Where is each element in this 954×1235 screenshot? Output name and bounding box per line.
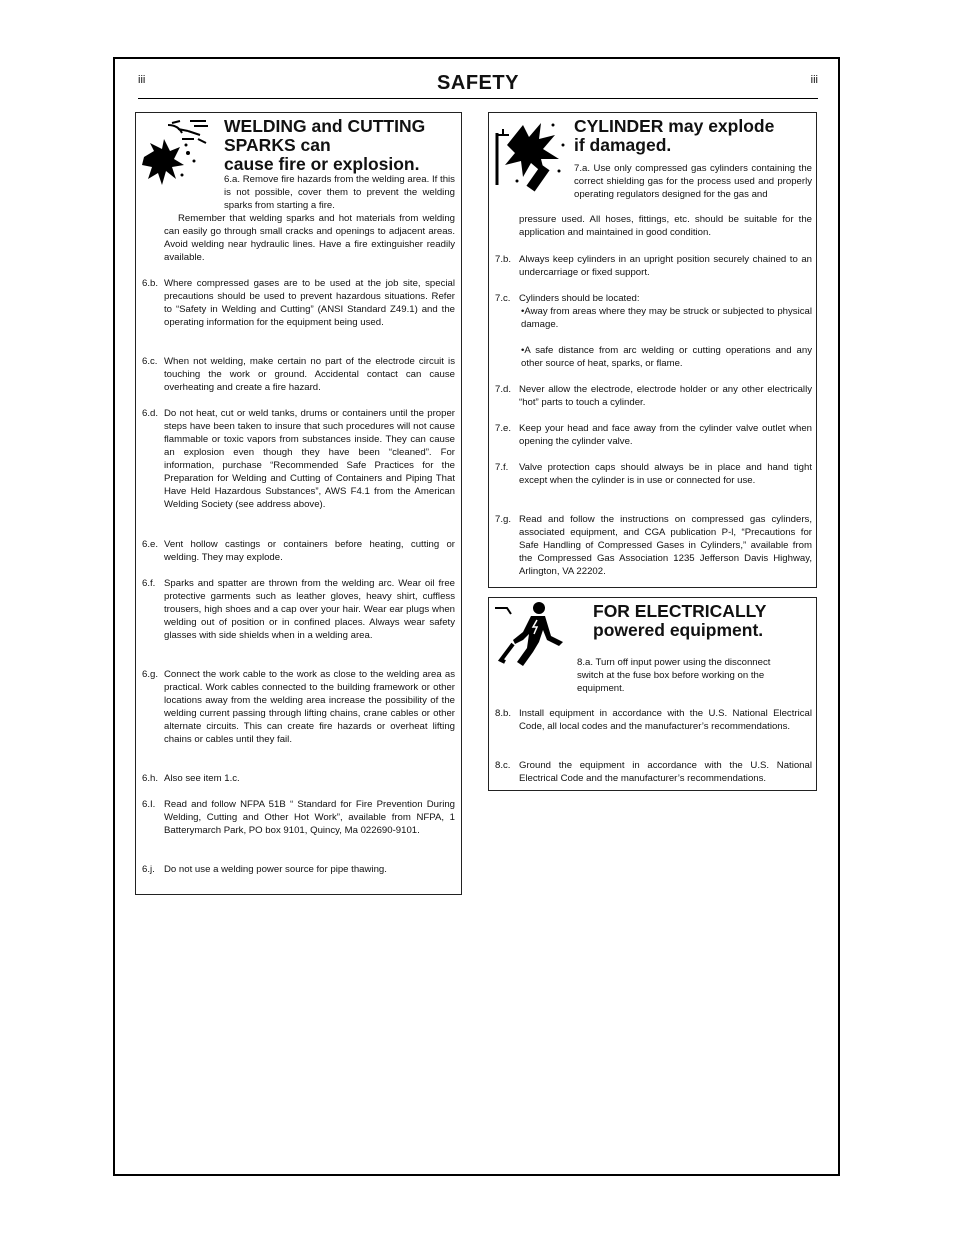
welding-intro-continued: Remember that welding sparks and hot materials from welding can easily go through small cracks and openings to adjacent areas. Avoid welding near hydraulic lines. Have a fire extinguisher readily available. — [164, 213, 455, 263]
electrical-heading: FOR ELECTRICALLY powered equipment. — [593, 601, 767, 640]
cylinder-intro-continued: pressure used. All hoses, fittings, etc. should be suitable for the application and maintained in good condition. — [519, 214, 812, 238]
cylinder-intro: 7.a. Use only compressed gas cylinders containing the correct shielding gas for the process used and properly operating regulators designed for the gas and — [574, 163, 812, 200]
electrical-intro: 8.a. Turn off input power using the disconnect switch at the fuse box before working on the equipment. — [577, 657, 771, 694]
cylinder-heading: CYLINDER may explode if damaged. — [574, 116, 775, 155]
welding-heading: WELDING and CUTTING SPARKS can cause fire or explosion. — [224, 116, 426, 174]
page-header — [138, 68, 818, 99]
page-number-left: iii — [138, 74, 146, 86]
cylinder-explosion-icon — [493, 115, 573, 193]
page-title: SAFETY — [437, 72, 519, 94]
cylinder-section: CYLINDER may explode if damaged. 7.a. Use only compressed gas cylinders containing the correct shielding gas for the process used and properly operating regulators designed for the gas and pressure used. All hoses, fittings, etc. should be suitable for the application and maintained in good condition. 7.b. Always keep cylinders in an upright position securely chained to an undercarriage or fixed support. 7.c. Cylinders should be located: •Away from areas where they may be struck or subjected to physical damage. •A safe distance from arc welding or cutting operations and any other source of heat, sparks, or flame. 7.d. Never allow the electrode, electrode holder or any other electrically “hot” parts to touch a cylinder. 7.e. Keep your head and face away from the cylinder valve outlet when opening the cylinder valve. 7.f. Valve protection caps should always be in place and hand tight except when the cylinder is in use or connected for use. 7.g. Read and follow the instructions on compressed gas cylinders, associated equipment, and CGA publication P-l, “Precautions for Safe Handling of Compressed Gases in Cylinders,” available from the Compressed Gas Association 1235 Jefferson Davis Highway, Arlington, VA 22202. — [488, 112, 817, 588]
welding-intro: 6.a. Remove fire hazards from the welding area. If this is not possible, cover them to prevent the welding sparks from starting a fire. — [224, 174, 455, 211]
sparks-explosion-icon — [142, 117, 218, 195]
page-number-right: iii — [810, 74, 818, 86]
electric-shock-icon — [493, 600, 567, 678]
welding-sparks-section: WELDING and CUTTING SPARKS can cause fire or explosion. 6.a. Remove fire hazards from the welding area. If this is not possible, cover them to prevent the welding sparks from starting a fire. Remember that welding sparks and hot materials from welding can easily go through small cracks and openings to adjacent areas. Avoid welding near hydraulic lines. Have a fire extinguisher readily available. 6.b. Where compressed gases are to be used at the job site, special precautions should be used to prevent hazardous situations. Refer to “Safety in Welding and Cutting” (ANSI Standard Z49.1) and the operating information for the equipment being used. 6.c. When not welding, make certain no part of the electrode circuit is touching the work or ground. Accidental contact can cause overheating and create a fire hazard. 6.d. Do not heat, cut or weld tanks, drums or containers until the proper steps have been taken to insure that such procedures will not cause flammable or toxic vapors from substances inside. They can cause an explosion even though they have been “cleaned”. For information, purchase “Recommended Safe Practices for the Preparation for Welding and Cutting of Containers and Piping That Have Held Hazardous Substances”, AWS F4.1 from the American Welding Society (see address above). 6.e. Vent hollow castings or containers before heating, cutting or welding. They may explode. 6.f. Sparks and spatter are thrown from the welding arc. Wear oil free protective garments such as leather gloves, heavy shirt, cuffless trousers, high shoes and a cap over your hair. Wear ear plugs when welding out of position or in confined places. Always wear safety glasses with side shields when in a welding area. 6.g. Connect the work cable to the work as close to the welding area as practical. Work cables connected to the building framework or other locations away from the welding area increase the possibility of the welding current passing through lifting chains, crane cables or other alternate circuits. This can create fire hazards or overheat lifting chains or cables until they fail. 6.h. Also see item 1.c. 6.I. Read and follow NFPA 51B “ Standard for Fire Prevention During Welding, Cutting and Other Hot Work”, available from NFPA, 1 Batterymarch Park, PO box 9101, Quincy, Ma 022690-9101. 6.j. Do not use a welding power source for pipe thawing. — [135, 112, 462, 895]
electrical-section: FOR ELECTRICALLY powered equipment. 8.a. Turn off input power using the disconnect switch at the fuse box before working on the equipment. 8.b. Install equipment in accordance with the U.S. National Electrical Code, all local codes and the manufacturer’s recommendations. 8.c. Ground the equipment in accordance with the U.S. National Electrical Code and the manufacturer’s recommendations. — [488, 597, 817, 791]
